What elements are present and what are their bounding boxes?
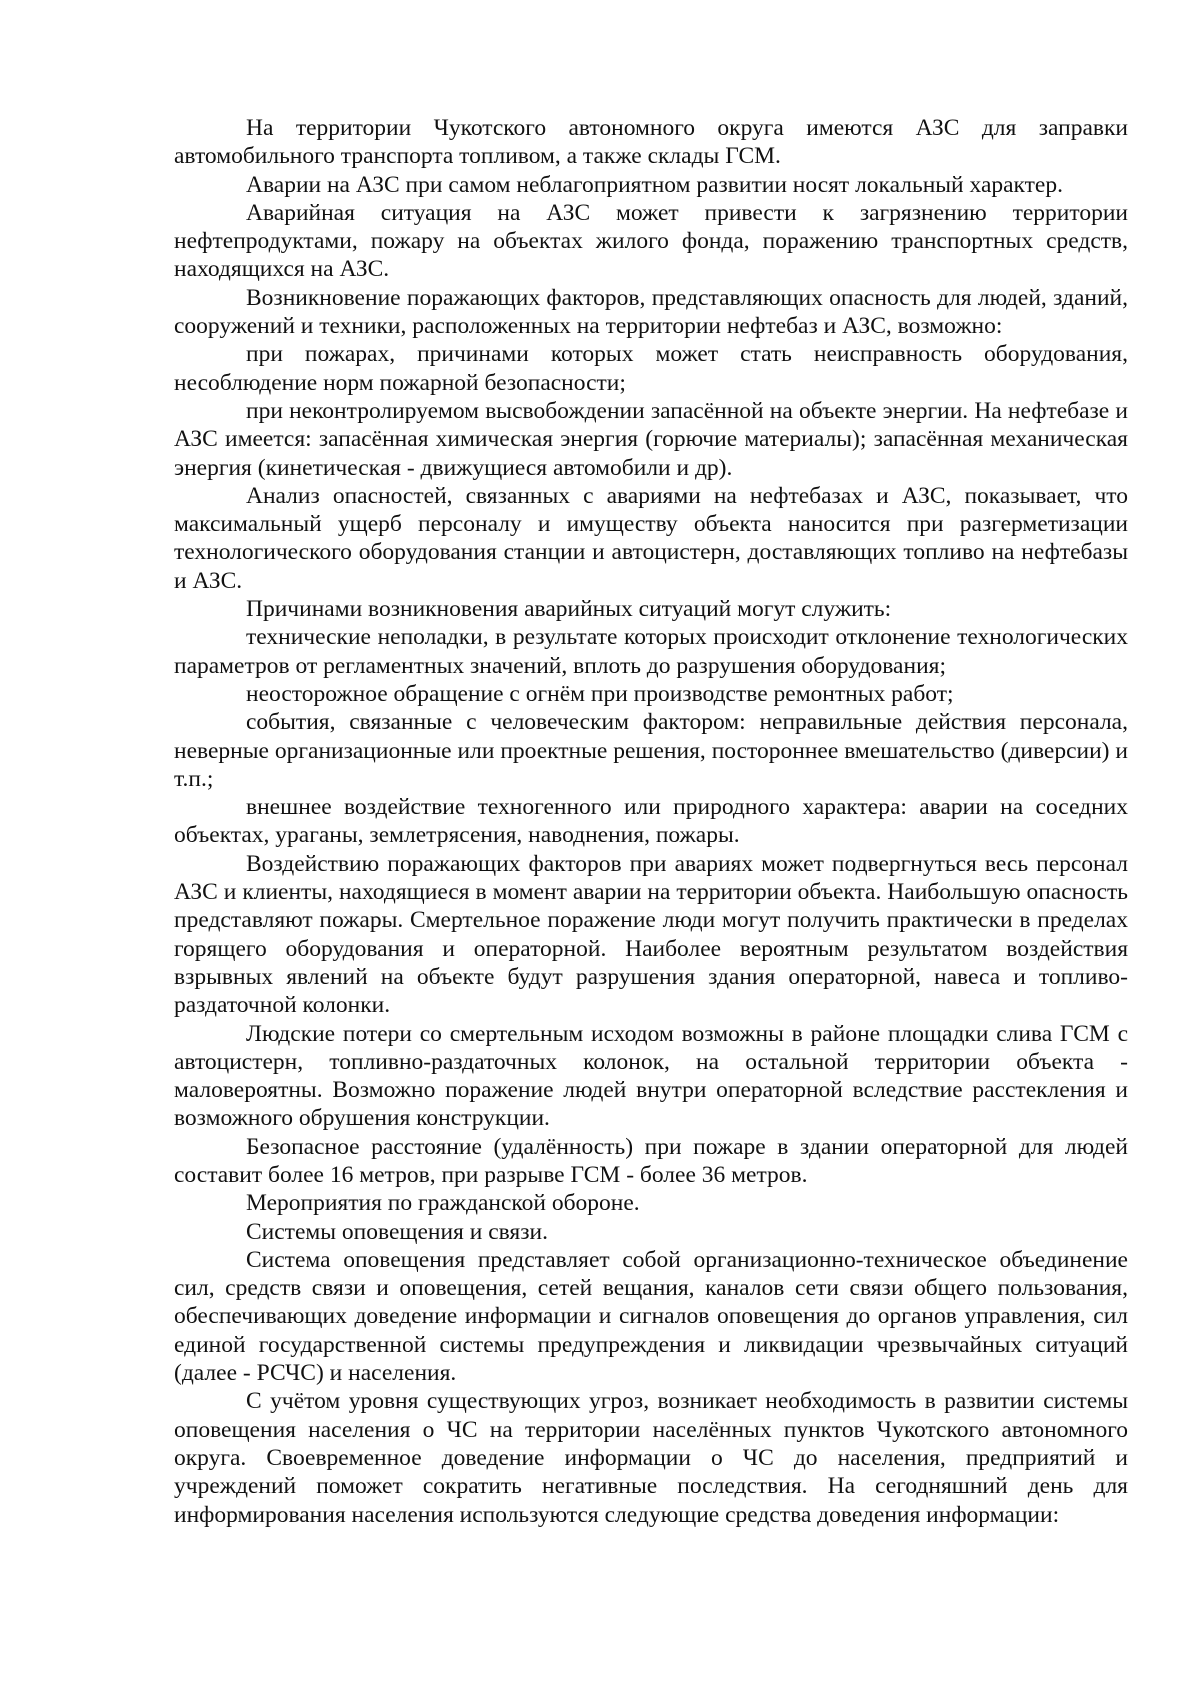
list-item-energy-release: при неконтролируемом высвобождении запасённой на объекте энергии. На нефтебазе и АЗС имеется: запасённая химическая энергия (горючие материалы); запасённая механическая энергия (кинетическая - движущиеся автомобили и др). [174, 397, 1128, 481]
paragraph-damaging-factors: Возникновение поражающих факторов, представляющих опасность для людей, зданий, сооружений и техники, расположенных на территории нефтебаз и АЗС, возможно: [174, 284, 1128, 340]
paragraph-notification-definition: Система оповещения представляет собой организационно-техническое объединение сил, средств связи и оповещения, сетей вещания, каналов сети связи общего пользования, обеспечивающих доведение информации и сигналов оповещения до органов управления, сил единой государственной системы предупреждения и ликвидации чрезвычайных ситуаций (далее - РСЧС) и населения. [174, 1246, 1128, 1387]
paragraph-notification-development: С учётом уровня существующих угроз, возникает необходимость в развитии системы оповещения населения о ЧС на территории населённых пунктов Чукотского автономного округа. Своевременное доведение информации о ЧС до населения, предприятий и учреждений поможет сократить негативные последствия. На сегодняшний день для информирования населения используются следующие средства доведения информации: [174, 1388, 1128, 1528]
paragraph-causes-heading: Причинами возникновения аварийных ситуаций могут служить: [246, 596, 892, 623]
heading-notification-systems: Системы оповещения и связи. [246, 1218, 548, 1245]
paragraph-affected-personnel: Воздействию поражающих факторов при авариях может подвергнуться весь персонал АЗС и клиенты, находящиеся в момент аварии на территории объекта. Наибольшую опасность представляют пожары. Смертельное поражение люди могут получить практически в пределах горящего оборудования и операторной. Наиболее вероятным результатом воздействия взрывных явлений на объекте будут разрушения здания операторной, навеса и топливо-раздаточной колонки. [174, 850, 1128, 1019]
paragraph-local-accidents: Аварии на АЗС при самом неблагоприятном развитии носят локальный характер. [246, 171, 1063, 198]
document-page [174, 114, 1128, 1529]
paragraph-emergency-consequences: Аварийная ситуация на АЗС может привести к загрязнению территории нефтепродуктами, пожару на объектах жилого фонда, поражению транспортных средств, находящихся на АЗС. [174, 199, 1128, 283]
paragraph-fuel-stations-intro: На территории Чукотского автономного округа имеются АЗС для заправки автомобильного транспорта топливом, а также склады ГСМ. [174, 115, 1128, 170]
list-item-fire-handling: неосторожное обращение с огнём при производстве ремонтных работ; [246, 680, 954, 707]
list-item-technical-faults: технические неполадки, в результате которых происходит отклонение технологических параметров от регламентных значений, вплоть до разрушения оборудования; [174, 624, 1128, 679]
paragraph-hazard-analysis: Анализ опасностей, связанных с авариями на нефтебазах и АЗС, показывает, что максимальный ущерб персоналу и имуществу объекта наносится при разгерметизации технологического оборудования станции и автоцистерн, доставляющих топливо на нефтебазы и АЗС. [174, 482, 1128, 594]
list-item-human-factor: события, связанные с человеческим фактором: неправильные действия персонала, неверные организационные или проектные решения, постороннее вмешательство (диверсии) и т.п.; [174, 709, 1128, 792]
list-item-fires: при пожарах, причинами которых может стать неисправность оборудования, несоблюдение норм пожарной безопасности; [174, 341, 1128, 396]
paragraph-casualties: Людские потери со смертельным исходом возможны в районе площадки слива ГСМ с автоцистерн, топливно-раздаточных колонок, на остальной территории объекта - маловероятны. Возможно поражение людей внутри операторной вследствие расстекления и возможного обрушения конструкции. [174, 1020, 1128, 1132]
list-item-external-impact: внешнее воздействие техногенного или природного характера: аварии на соседних объектах, ураганы, землетрясения, наводнения, пожары. [174, 794, 1128, 849]
heading-civil-defense: Мероприятия по гражданской обороне. [246, 1190, 640, 1217]
paragraph-safe-distance: Безопасное расстояние (удалённость) при пожаре в здании операторной для людей составит более 16 метров, при разрыве ГСМ - более 36 метров. [174, 1133, 1128, 1188]
